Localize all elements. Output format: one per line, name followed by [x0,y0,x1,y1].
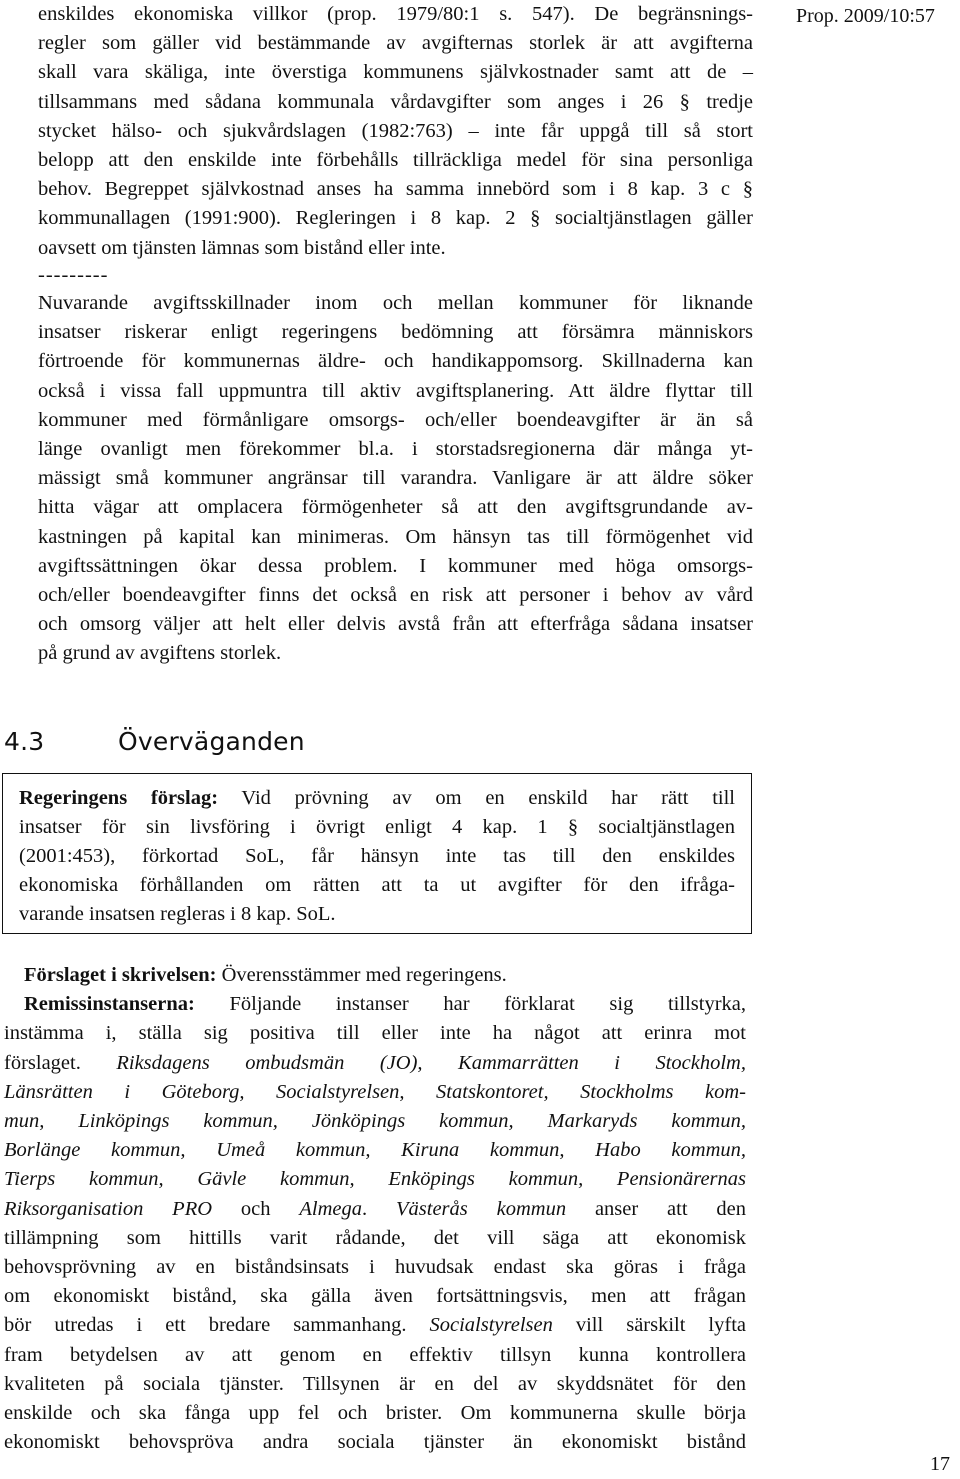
nuvarande-line: insatser riskerar enligt regeringens bedömning att försämra människors [38,321,753,344]
proposal-line: insatser för sin livsföring i övrigt enligt 4 kap. 1 § socialtjänstlagen [19,816,735,838]
nuvarande-line: kommuner med förmånligare omsorgs- och/eller boendeavgifter är än så [38,408,753,431]
nuvarande-line: och/eller boendeavgifter finns det också en risk att personer i behov av vård [38,584,753,607]
remiss-line [4,1049,746,1078]
nuvarande-line: mässigt små kommuner angränsar till varandra. Vanligare är att äldre söker [38,467,753,490]
remiss-plain-fragment: anser att den [566,1197,747,1220]
remiss-line3-ital: Riksdagens ombudsmän (JO), Kammarrätten i Stockholm, [116,1051,746,1074]
remiss-line: ekonomiskt behovspröva andra sociala tjänster än ekonomiskt bistånd [4,1431,746,1454]
proposal-text [19,784,735,929]
remiss-line: kvaliteten på sociala tjänster. Tillsynen är en del av skyddsnätet för den [4,1372,746,1395]
remiss-line1-rest: Följande instanser har förklarat sig tillstyrka, [194,993,746,1016]
proposal-box [2,773,752,934]
remiss-label: Remissinstanserna: [24,993,195,1016]
remiss-plain-fragment: och [212,1197,300,1220]
remiss-line: Borlänge kommun, Umeå kommun, Kiruna kommun, Habo kommun, [4,1139,746,1162]
nuvarande-paragraph [38,289,753,669]
proposal-line: (2001:453), förkortad SoL, får hänsyn inte tas till den enskildes [19,845,735,867]
quote-line: oavsett om tjänsten lämnas som bistånd eller inte. [38,236,446,259]
nuvarande-line: kastningen på kapital kan minimeras. Om hänsyn tas till förmögenhet vid [38,525,753,548]
nuvarande-line: avgiftssättningen ökar dessa problem. I kommuner med höga omsorgs- [38,554,753,577]
remiss-plain-fragment: vill särskilt lyfta [552,1314,747,1337]
quote-line: enskildes ekonomiska villkor (prop. 1979/80:1 s. 547). De begränsnings- [38,3,753,25]
remiss-ital-fragment: Riksorganisation PRO [4,1197,213,1220]
quote-line: regler som gäller vid bestämmande av avgifternas storlek är att avgifterna [38,32,753,55]
remiss-ital-fragment: Almega [299,1197,362,1220]
quote-line: behov. Begreppet självkostnad anses ha samma innebörd som i 8 kap. 3 c § [38,178,753,201]
skrivelsen-text: Överensstämmer med regeringens. [216,964,507,986]
proposal-line [19,784,735,813]
quote-line: tillsammans med sådana kommunala vårdavgifter som anges i 26 § tredje [38,90,753,113]
remiss-line [4,1195,746,1224]
skrivelsen-label: Förslaget i skrivelsen: [24,964,217,986]
remiss-ital-fragment: Socialstyrelsen [429,1314,553,1337]
remiss-line: tillämpning som hittills varit rådande, det vill säga att ekonomisk [4,1226,746,1249]
nuvarande-line: länge ovanligt men förekommer bl.a. i storstadsregionerna där många yt- [38,438,753,461]
proposal-line1-rest: Vid prövning av om en enskild har rätt till [218,787,735,809]
section-title: Överväganden [118,727,305,756]
remiss-line: behovsprövning av en biståndsinsats i huvudsak endast ska göras i fråga [4,1256,746,1279]
page-number: 17 [930,1453,950,1475]
remiss-line: mun, Linköpings kommun, Jönköpings kommun, Markaryds kommun, [4,1110,746,1133]
quote-line: stycket hälso- och sjukvårdslagen (1982:763) – inte får uppgå till så stort [38,119,753,142]
nuvarande-line: hitta vägar att omplacera förmögenheter så att den avgiftsgrundande av- [38,496,753,519]
quote-line: belopp att den enskilde inte förbehålls tillräckliga medel för sina personliga [38,149,753,172]
nuvarande-line: Nuvarande avgiftsskillnader inom och mellan kommuner för liknande [38,292,753,314]
remiss-line3-plain: förslaget. [4,1051,117,1074]
remiss-line [4,990,746,1019]
separator-dashes: --------- [38,264,109,286]
remiss-line: fram betydelsen av att genom en effektiv tillsyn kunna kontrollera [4,1343,746,1366]
remiss-line: Tierps kommun, Gävle kommun, Enköpings kommun, Pensionärernas [4,1168,746,1191]
section-number: 4.3 [4,727,45,756]
nuvarande-line: och omsorg väljer att helt eller delvis avstå från att efterfråga sådana insatser [38,613,753,636]
section-heading [4,725,305,759]
remiss-plain-fragment: . [362,1197,396,1220]
proposal-label: Regeringens förslag: [19,787,219,809]
remiss-line [4,1311,746,1340]
proposal-line: varande insatsen regleras i 8 kap. SoL. [19,903,336,925]
nuvarande-line: på grund av avgiftens storlek. [38,642,282,665]
remiss-line: instämma i, ställa sig positiva till eller inte ha något att erinra mot [4,1022,746,1045]
quoted-paragraph [38,0,753,263]
remiss-line: enskilde och ska fånga upp fel och brister. Om kommunerna skulle börja [4,1402,746,1425]
quote-line: kommunallagen (1991:900). Regleringen i 8 kap. 2 § socialtjänstlagen gäller [38,207,753,230]
remiss-plain-fragment: bör utredas i ett bredare sammanhang. [4,1314,430,1337]
margin-reference: Prop. 2009/10:57 [796,5,935,27]
remiss-line: om ekonomiskt bistånd, ska gälla även fortsättningsvis, men att frågan [4,1285,746,1308]
quote-line: skall vara skäliga, inte överstiga kommunens självkostnader samt att de – [38,61,753,84]
proposal-line: ekonomiska förhållanden om rätten att ta ut avgifter för den ifråga- [19,874,735,896]
remiss-line: Länsrätten i Göteborg, Socialstyrelsen, Statskontoret, Stockholms kom- [4,1080,746,1103]
nuvarande-line: förtroende för kommunernas äldre- och handikappomsorg. Skillnaderna kan [38,350,753,373]
nuvarande-line: också i vissa fall uppmuntra till aktiv avgiftsplanering. Att äldre flyttar till [38,379,753,402]
remiss-ital-fragment: Västerås kommun [396,1197,567,1220]
remiss-section [4,961,746,1457]
skrivelsen-line [4,961,746,990]
